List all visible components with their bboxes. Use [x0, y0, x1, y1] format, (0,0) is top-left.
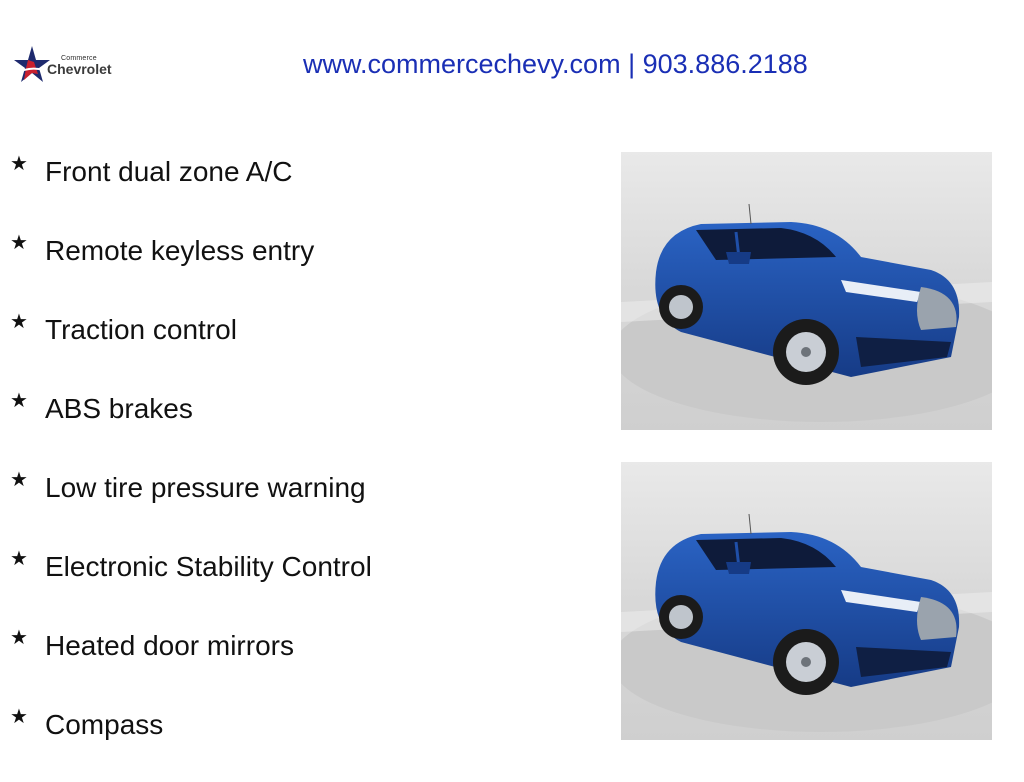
- feature-label: Electronic Stability Control: [45, 551, 372, 582]
- star-icon: ★: [10, 232, 28, 254]
- contact-separator: |: [628, 49, 636, 79]
- star-icon: ★: [10, 706, 28, 728]
- feature-label: Front dual zone A/C: [45, 156, 293, 187]
- phone-link[interactable]: 903.886.2188: [642, 49, 808, 79]
- suv-image: [621, 152, 992, 430]
- feature-label: Compass: [45, 709, 164, 740]
- feature-label: Traction control: [45, 314, 237, 345]
- star-icon: ★: [10, 548, 28, 570]
- logo-brand-small: Commerce: [61, 55, 97, 62]
- feature-label: Low tire pressure warning: [45, 472, 366, 503]
- logo-brand-name: Chevrolet: [47, 61, 112, 77]
- star-icon: ★: [10, 627, 28, 649]
- star-icon: ★: [10, 153, 28, 175]
- vehicle-photo[interactable]: [621, 152, 992, 430]
- feature-label: Remote keyless entry: [45, 235, 315, 266]
- feature-label: ABS brakes: [45, 393, 193, 424]
- dealer-logo[interactable]: [14, 44, 124, 88]
- vehicle-photo[interactable]: [621, 462, 992, 740]
- feature-label: Heated door mirrors: [45, 630, 294, 661]
- contact-line: [303, 49, 808, 80]
- website-link[interactable]: www.commercechevy.com: [303, 49, 621, 79]
- star-icon: ★: [10, 390, 28, 412]
- star-icon: ★: [10, 469, 28, 491]
- suv-image: [621, 462, 992, 740]
- star-icon: ★: [10, 311, 28, 333]
